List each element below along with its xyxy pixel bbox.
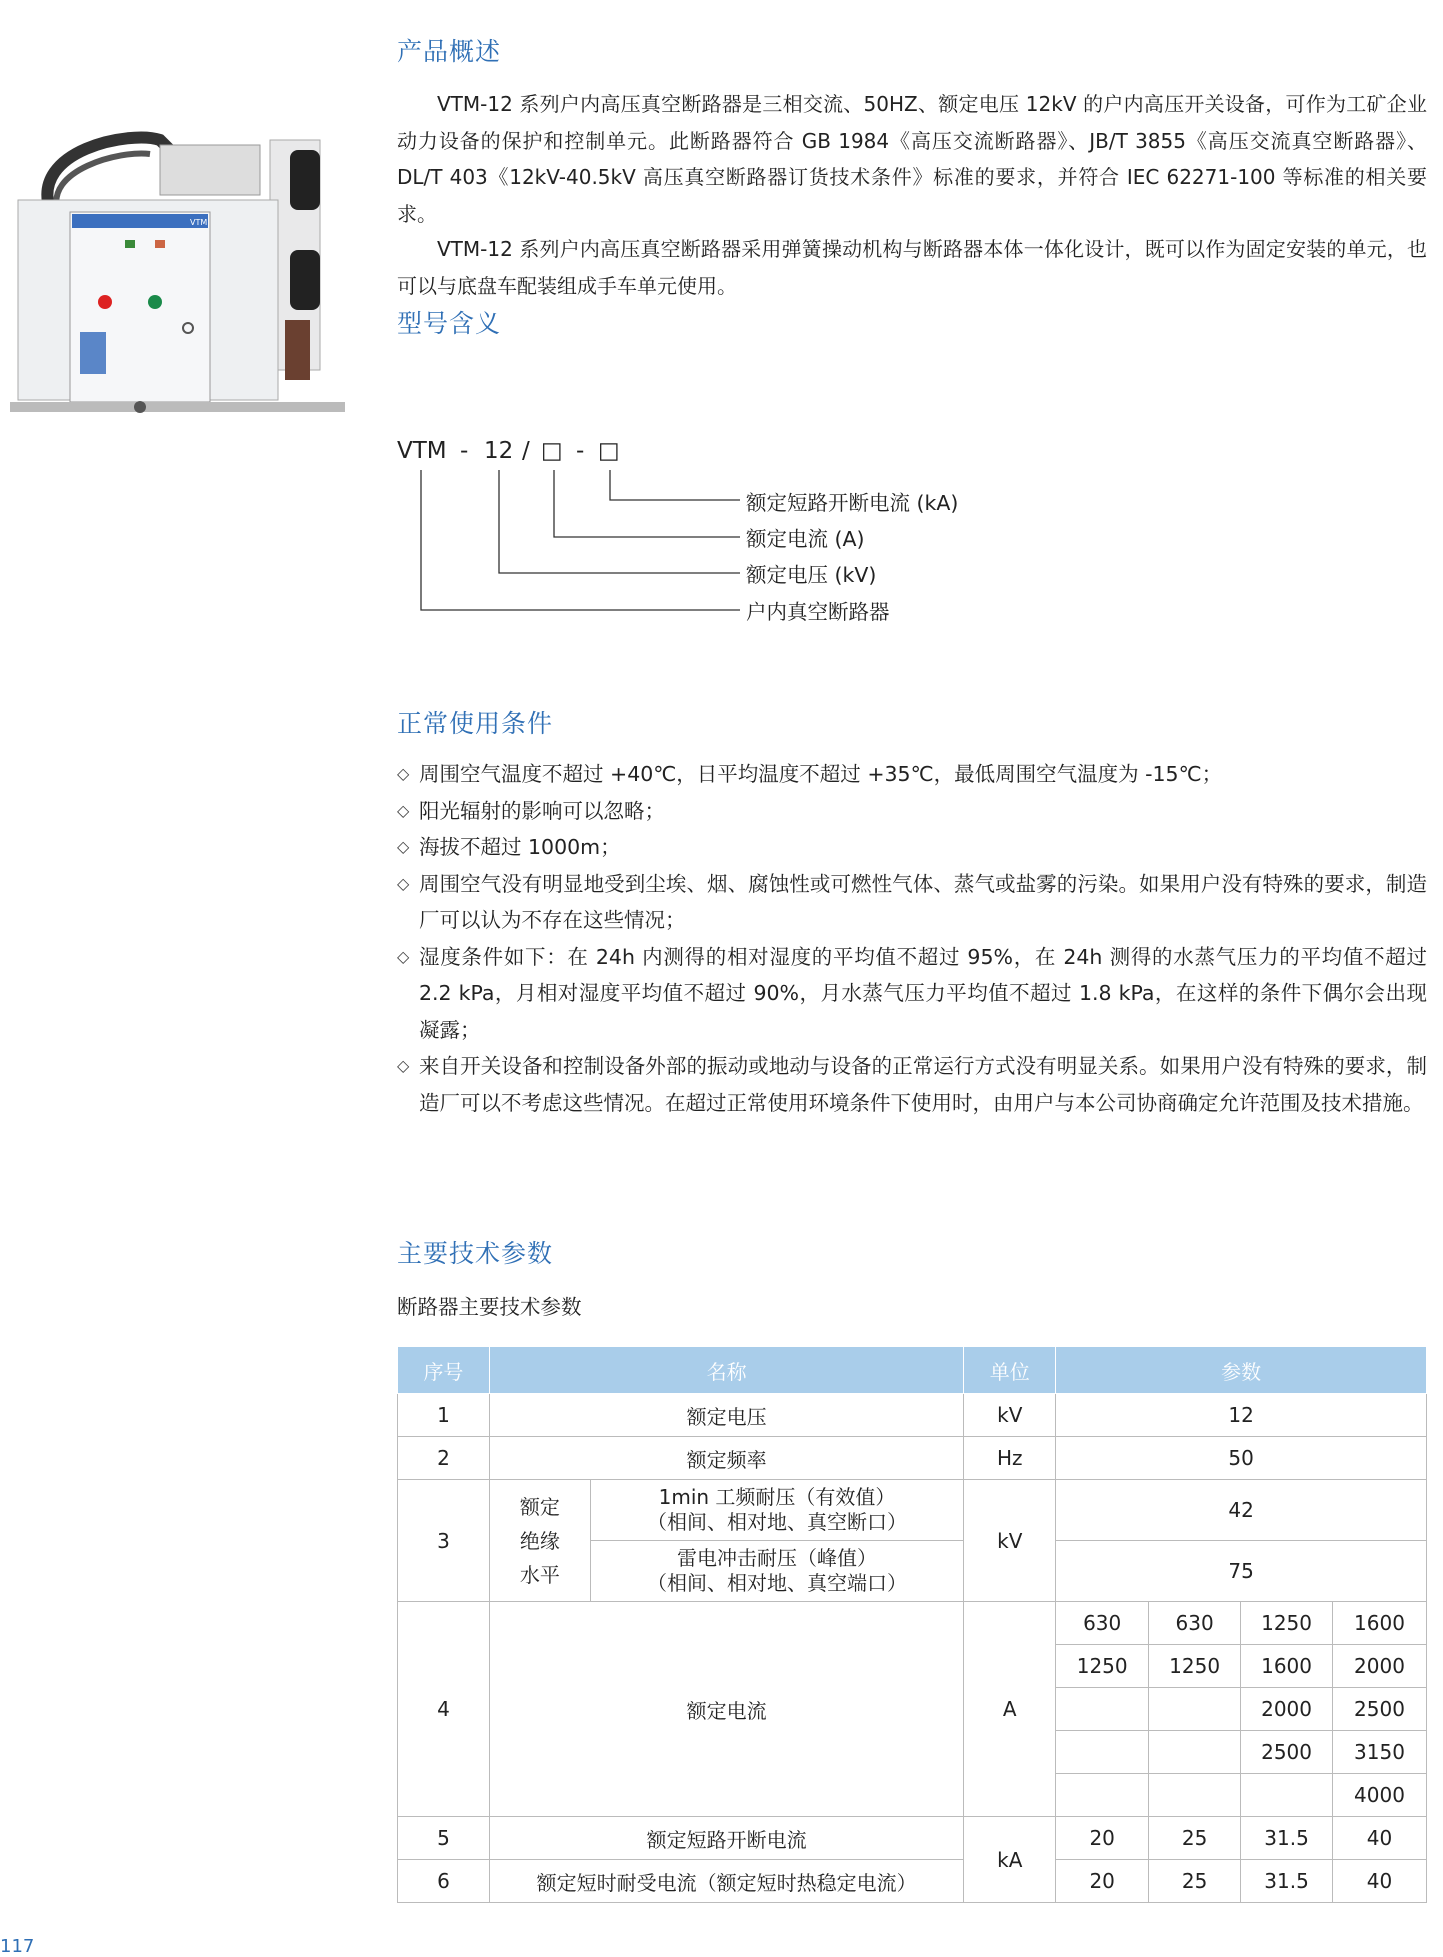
page-number: 117	[0, 1936, 35, 1957]
code-voltage: 12	[484, 438, 514, 464]
overview-paragraph-1: VTM-12 系列户内高压真空断路器是三相交流、50HZ、额定电压 12kV 的户内高压开关设备，可作为工矿企业动力设备的保护和控制单元。此断路器符合 GB 1984《高压交流断路器》、JB/T 3855《高压交流真空断路器》、DL/T 403《12kV-40.5kV 高压真空断路器订货技术条件》标准的要求，并符合 IEC 62271-100 等标准的相关要求。	[397, 92, 1427, 226]
list-item: ◇ 周围空气没有明显地受到尘埃、烟、腐蚀性或可燃性气体、蒸气或盐雾的污染。如果用户没有特殊的要求，制造厂可以认为不存在这些情况；	[397, 866, 1427, 939]
code-series: VTM	[397, 438, 447, 464]
list-item: ◇ 海拔不超过 1000m；	[397, 829, 1427, 866]
table-row: 雷电冲击耐压（峰值） （相间、相对地、真空端口） 75	[398, 1541, 1427, 1602]
code-dash-1: -	[460, 438, 469, 464]
product-front-label: VTM	[190, 218, 208, 227]
diamond-bullet-icon: ◇	[397, 800, 410, 820]
diamond-bullet-icon: ◇	[397, 764, 410, 783]
header-no: 序号	[398, 1347, 490, 1394]
code-slash: /	[522, 438, 530, 464]
overview-heading: 产品概述	[397, 37, 502, 66]
code-box-current: □	[541, 438, 563, 464]
header-name: 名称	[489, 1347, 963, 1394]
table-row: 2000 2500	[398, 1688, 1427, 1731]
diamond-bullet-icon: ◇	[397, 1056, 410, 1075]
list-item: ◇ 湿度条件如下：在 24h 内测得的相对湿度的平均值不超过 95%，在 24h 测得的水蒸气压力的平均值不超过 2.2 kPa，月相对湿度平均值不超过 90%，月水蒸气压力平均值不超过 1.8 kPa，在这样的条件下偶尔会出现凝露；	[397, 939, 1427, 1049]
legend-breaking-current: 额定短路开断电流 (kA)	[746, 491, 959, 515]
table-row: 5 额定短路开断电流 kA 20 25 31.5 40	[398, 1817, 1427, 1860]
model-heading: 型号含义	[397, 309, 502, 338]
legend-rated-voltage: 额定电压 (kV)	[746, 563, 877, 587]
list-item: ◇ 来自开关设备和控制设备外部的振动或地动与设备的正常运行方式没有明显关系。如果用户没有特殊的要求，制造厂可以不考虑这些情况。在超过正常使用环境条件下使用时，由用户与本公司协商确定允许范围及技术措施。	[397, 1048, 1427, 1121]
diamond-bullet-icon: ◇	[397, 873, 410, 893]
specs-table	[397, 1346, 1427, 1903]
header-unit: 单位	[964, 1347, 1056, 1394]
diamond-bullet-icon: ◇	[397, 946, 410, 966]
table-row: 2500 3150	[398, 1731, 1427, 1774]
specs-heading: 主要技术参数	[397, 1239, 554, 1268]
specs-subtitle: 断路器主要技术参数	[397, 1295, 582, 1319]
table-row: 1 额定电压 kV 12	[398, 1394, 1427, 1437]
table-row: 1250 1250 1600 2000	[398, 1645, 1427, 1688]
product-image	[10, 130, 345, 420]
table-row: 6 额定短时耐受电流（额定短时热稳定电流） 20 25 31.5 40	[398, 1860, 1427, 1903]
legend-indoor-vcb: 户内真空断路器	[746, 600, 890, 624]
table-row: 2 额定频率 Hz 50	[398, 1437, 1427, 1480]
code-dash-2: -	[576, 438, 585, 464]
code-box-breaking: □	[598, 438, 620, 464]
insulation-level-cell: 额定 绝缘 水平	[489, 1480, 590, 1602]
table-row: 3 额定 绝缘 水平 1min 工频耐压（有效值） （相间、相对地、真空断口） kV 42	[398, 1480, 1427, 1541]
diamond-bullet-icon: ◇	[397, 837, 410, 856]
model-leader-lines	[397, 470, 757, 620]
table-row: 4000	[398, 1774, 1427, 1817]
list-item: ◇ 周围空气温度不超过 +40℃，日平均温度不超过 +35℃，最低周围空气温度为 -15℃；	[397, 756, 1427, 793]
conditions-heading: 正常使用条件	[397, 709, 554, 738]
table-header-row	[398, 1347, 1427, 1394]
table-row: 4 额定电流 A 630 630 1250 1600	[398, 1602, 1427, 1645]
list-item: ◇ 阳光辐射的影响可以忽略；	[397, 793, 1427, 830]
header-param: 参数	[1056, 1347, 1427, 1394]
legend-rated-current: 额定电流 (A)	[746, 527, 865, 551]
conditions-list	[397, 756, 1427, 1121]
overview-paragraph-2: VTM-12 系列户内高压真空断路器采用弹簧操动机构与断路器本体一体化设计，既可以作为固定安装的单元，也可以与底盘车配装组成手车单元使用。	[397, 237, 1427, 298]
